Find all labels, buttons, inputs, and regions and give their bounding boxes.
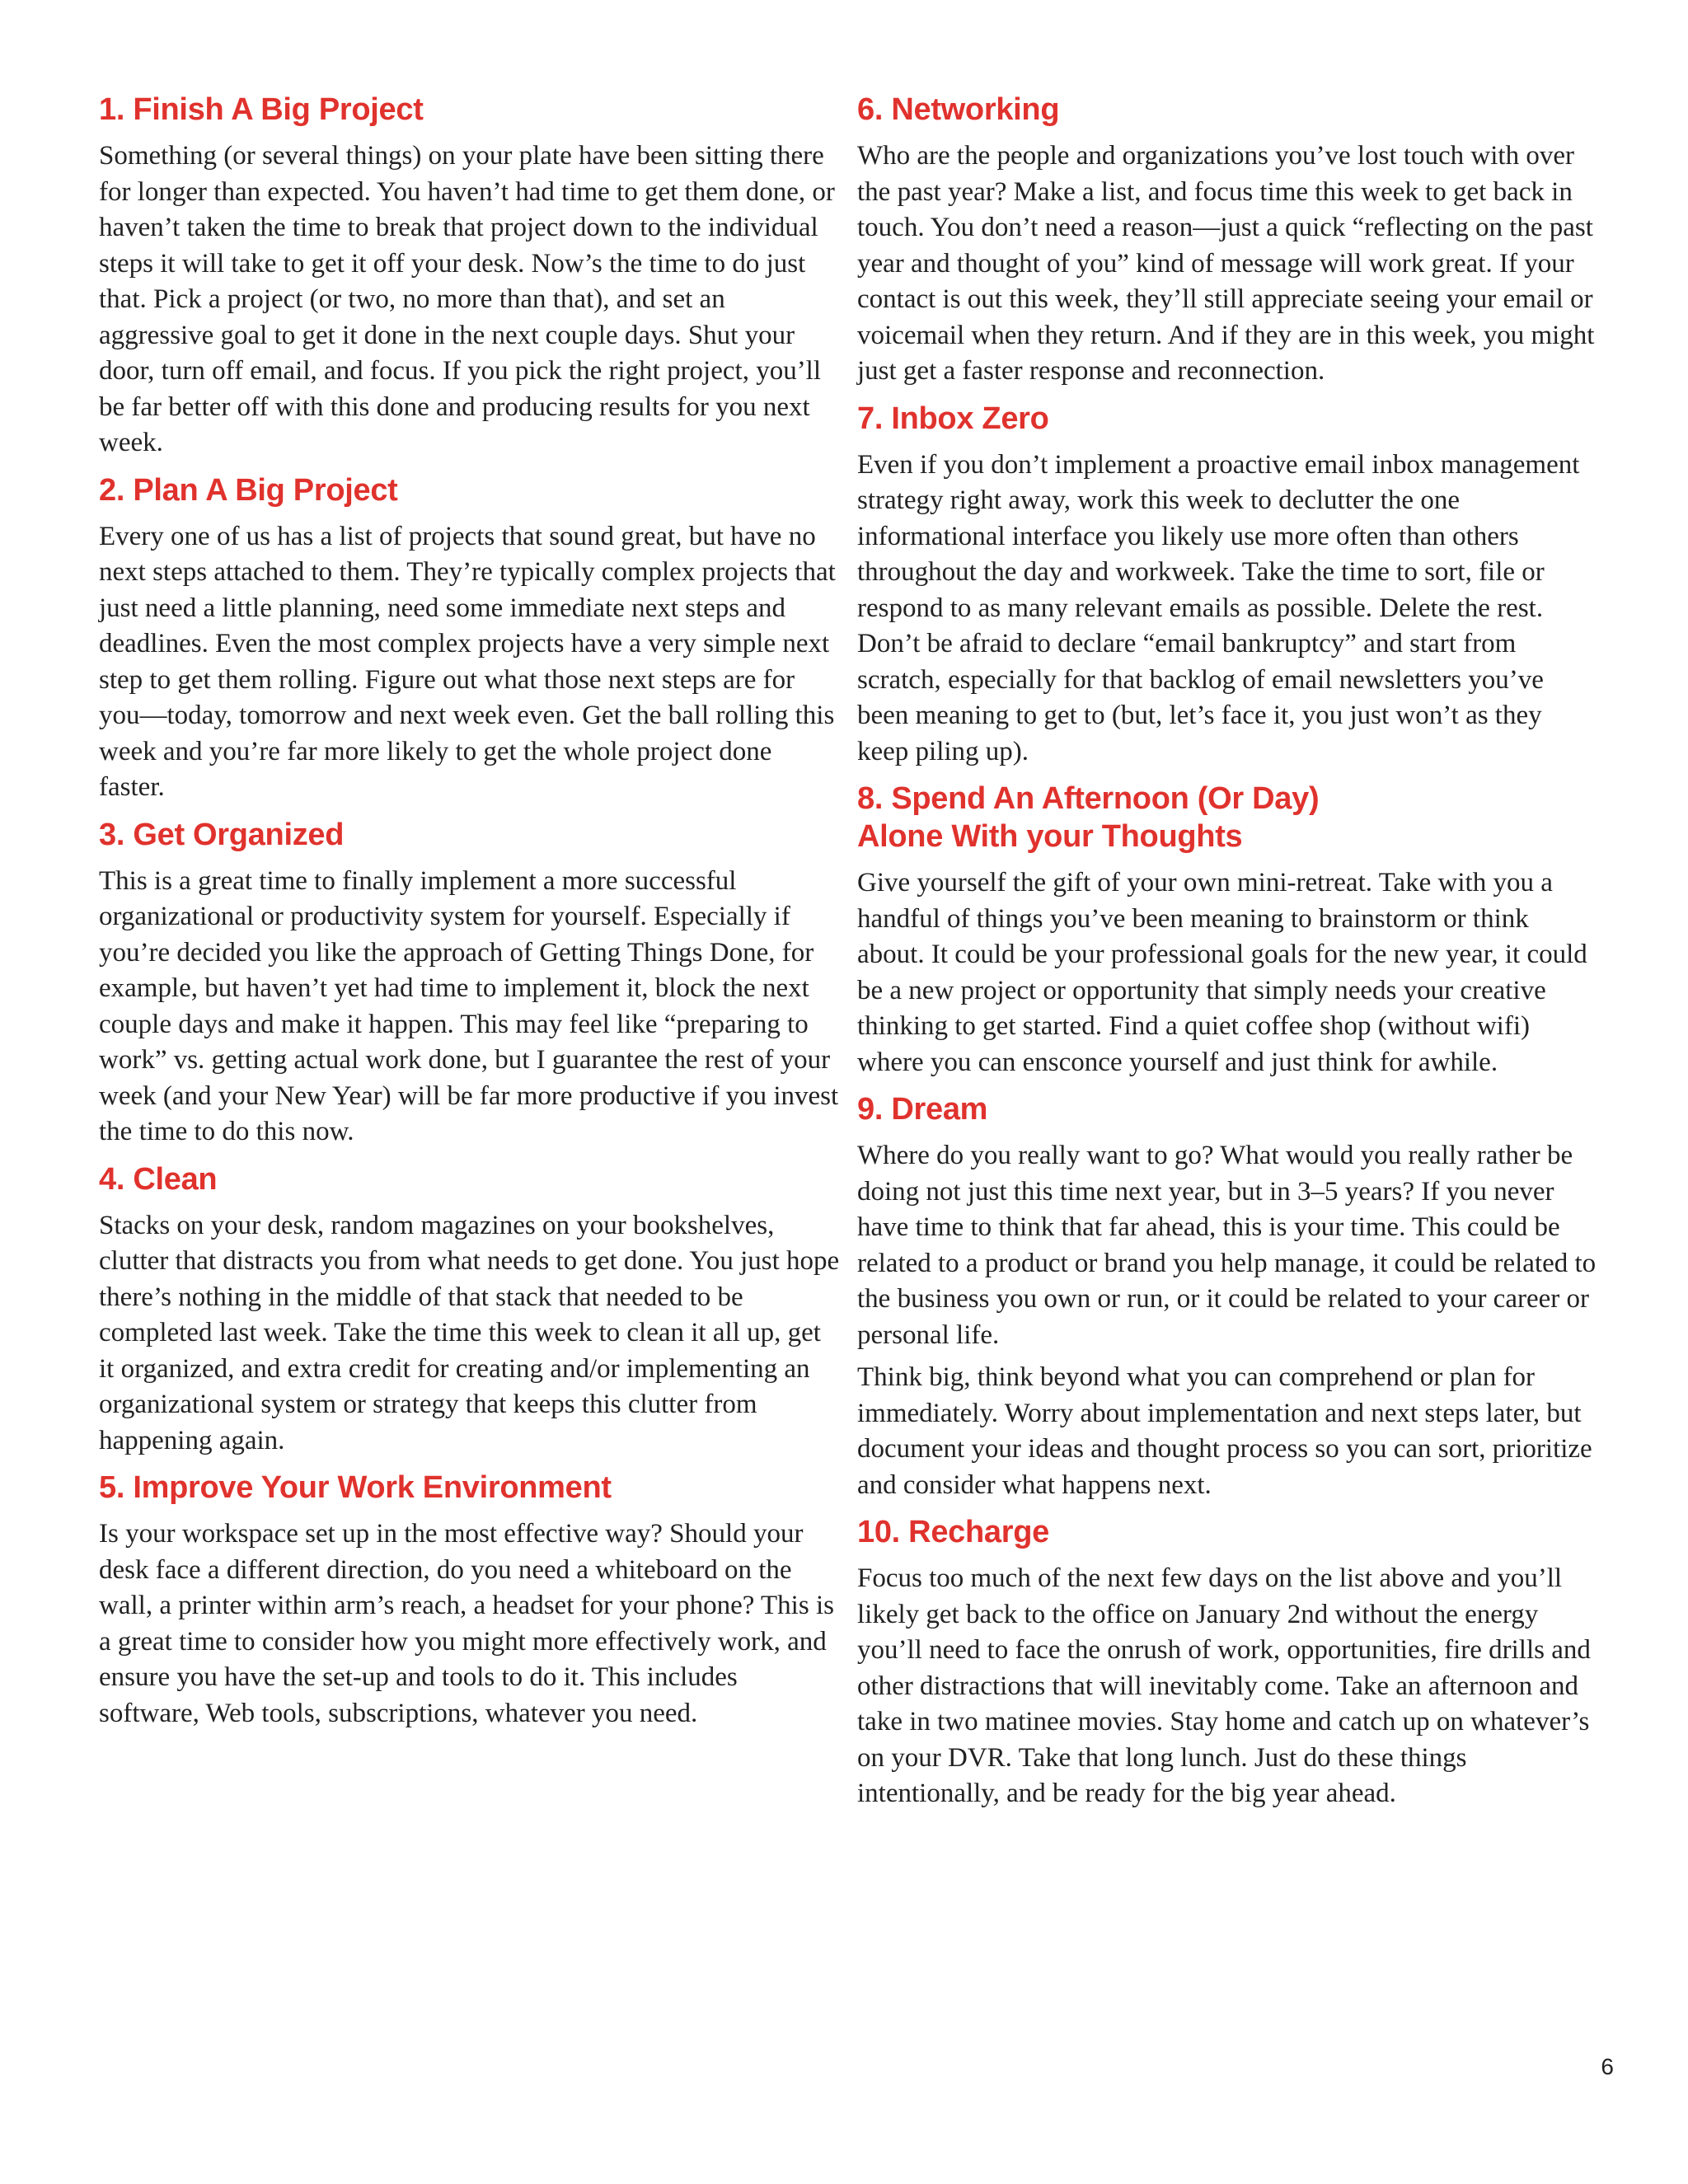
section-paragraph: Think big, think beyond what you can comprehend or plan for immediately. Worry about implementation and next steps later, but document your ideas and thought process so you can sort, prioritize and consider what happens next. xyxy=(857,1362,1592,1500)
section-paragraph: Every one of us has a list of projects that sound great, but have no next steps attached to them. They’re typically complex projects that just need a little planning, need some immediate next steps and deadlines. Even the most complex projects have a very simple next step to get them rolling. Figure out what those next steps are for you—today, tomorrow and next week even. Get the ball rolling this week and you’re far more likely to get the whole project done faster. xyxy=(99,521,836,802)
section-heading: 9. Dream xyxy=(857,1092,988,1127)
section-heading: 7. Inbox Zero xyxy=(857,401,1049,436)
section-heading: 10. Recharge xyxy=(857,1515,1049,1549)
section-inbox-zero xyxy=(857,400,1599,771)
section-dream xyxy=(857,1090,1599,1503)
section-paragraph: Give yourself the gift of your own mini-retreat. Take with you a handful of things you’ve been meaning to brainstorm or think about. It could be your professional goals for the new year, it could be a new project or opportunity that simply needs your creative thinking to get started. Find a quiet coffee shop (without wifi) where you can ensconce yourself and just think for awhile. xyxy=(857,868,1587,1077)
section-recharge xyxy=(857,1513,1599,1812)
section-paragraph: Where do you really want to go? What would you really rather be doing not just this time next year, but in 3–5 years? If you never have time to think that far ahead, this is your time. This could be related to a product or brand you help manage, it could be related to the business you own or run, or it could be related to your career or personal life. xyxy=(857,1141,1597,1350)
section-paragraph: Focus too much of the next few days on the list above and you’ll likely get back to the office on January 2nd without the energy you’ll need to face the onrush of work, opportunities, fire drills and other distractions that will inevitably come. Take an afternoon and take in two matinee movies. Stay home and catch up on whatever’s on your DVR. Take that long lunch. Just do these things intentionally, and be ready for the big year ahead. xyxy=(857,1563,1591,1808)
section-get-organized xyxy=(99,816,841,1151)
right-column xyxy=(857,91,1599,1822)
section-plan-big-project xyxy=(99,471,841,806)
section-heading: 2. Plan A Big Project xyxy=(99,472,398,508)
section-finish-big-project xyxy=(99,91,841,462)
left-column xyxy=(99,91,841,1741)
section-paragraph: Who are the people and organizations you’ve lost touch with over the past year? Make a list, and focus time this week to get back in touch. You don’t need a reason—just a quick “reflecting on the past year and thought of you” kind of message will work great. If your contact is out this week, they’ll still appreciate seeing your email or voicemail when they return. And if they are in this week, you might just get a faster response and reconnection. xyxy=(857,141,1595,386)
section-spend-afternoon-alone xyxy=(857,780,1599,1080)
section-networking xyxy=(857,91,1599,390)
section-heading: 3. Get Organized xyxy=(99,817,345,852)
section-improve-work-environment xyxy=(99,1469,841,1732)
section-paragraph: This is a great time to finally implement a more successful organizational or productivity system for yourself. Especially if you’re decided you like the approach of Getting Things Done, for example, but haven’t yet had time to implement it, block the next couple days and make it happen. This may feel like “preparing to work” vs. getting actual work done, but I guarantee the rest of your week (and your New Year) will be far more productive if you invest the time to do this now. xyxy=(99,865,839,1146)
section-heading-line: Alone With your Thoughts xyxy=(857,819,1243,854)
section-clean xyxy=(99,1160,841,1460)
section-heading: 5. Improve Your Work Environment xyxy=(99,1470,612,1505)
section-heading xyxy=(857,780,1599,855)
section-heading: 1. Finish A Big Project xyxy=(99,92,424,127)
page-number: 6 xyxy=(1601,2054,1614,2079)
section-paragraph: Something (or several things) on your plate have been sitting there for longer than expected. You haven’t had time to get them done, or haven’t taken the time to break that project down to the individual steps it will take to get it off your desk. Now’s the time to do just that. Pick a project (or two, no more than that), and set an aggressive goal to get it done in the next couple days. Shut your door, turn off email, and focus. If you pick the right project, you’ll be far better off with this done and producing results for you next week. xyxy=(99,141,835,457)
section-heading: 4. Clean xyxy=(99,1161,218,1197)
section-paragraph: Even if you don’t implement a proactive email inbox management strategy right away, work this week to declutter the one informational interface you likely use more often than others throughout the day and workweek. Take the time to sort, file or respond to as many relevant emails as possible. Delete the rest. Don’t be afraid to declare “email bankruptcy” and start from scratch, especially for that backlog of email newsletters you’ve been meaning to get to (but, let’s face it, you just won’t as they keep piling up). xyxy=(857,449,1580,766)
section-paragraph: Is your workspace set up in the most effective way? Should your desk face a different direction, do you need a whiteboard on the wall, a printer within arm’s reach, a headset for your phone? This is a great time to consider how you might more effectively work, and ensure you have the set-up and tools to do it. This includes software, Web tools, subscriptions, whatever you need. xyxy=(99,1519,834,1728)
section-paragraph: Stacks on your desk, random magazines on your bookshelves, clutter that distracts you from what needs to get done. You just hope there’s nothing in the middle of that stack that needed to be completed last week. Take the time this week to clean it all up, get it organized, and extra credit for creating and/or implementing an organizational system or strategy that keeps this clutter from happening again. xyxy=(99,1210,840,1455)
section-heading: 6. Networking xyxy=(857,92,1060,127)
section-heading-line: 8. Spend An Afternoon (Or Day) xyxy=(857,781,1320,816)
